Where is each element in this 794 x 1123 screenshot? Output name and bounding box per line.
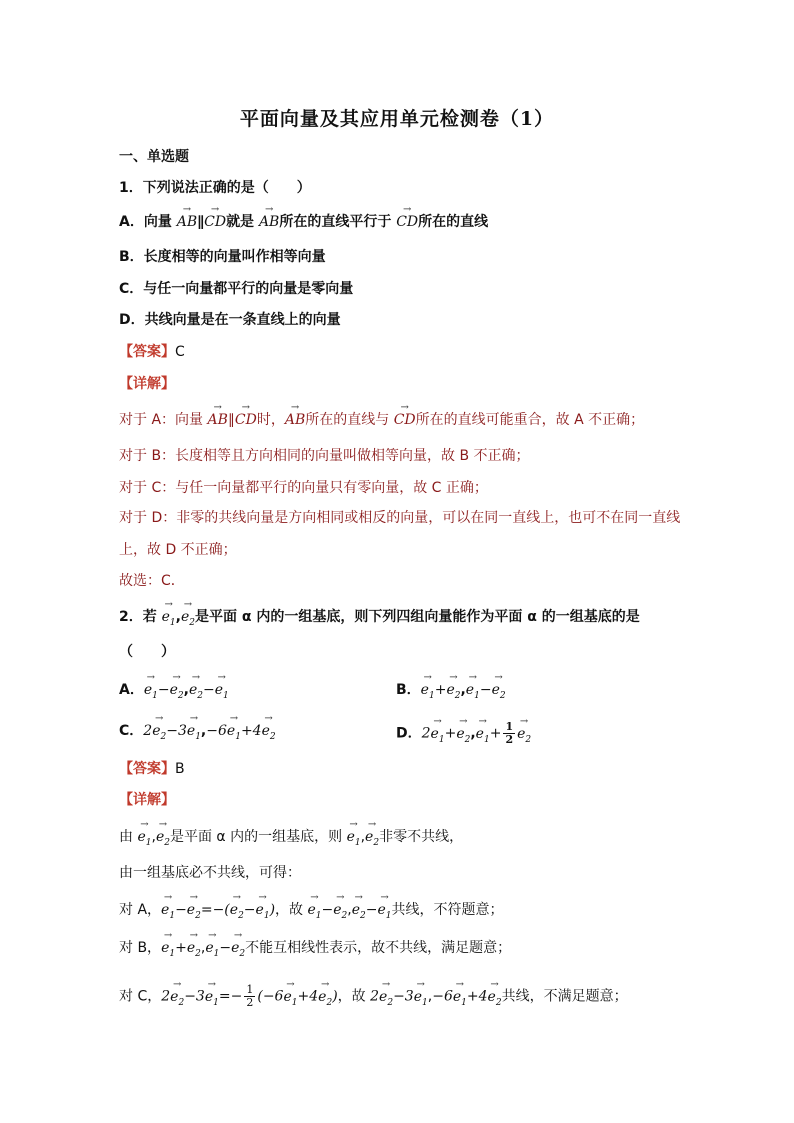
fraction-half: $\frac{1}{2}$ xyxy=(246,983,254,1009)
q2-detail-c: 对 C，$2\to e_2-3\to e_1=-$ $\frac{1}{2}$ $(-6\to e_1+4\to e_2)$，故 $2\to e_2-3\to e_1,-6\to e_1+4\to e_2$共线，不满足题意； xyxy=(119,984,628,1012)
section-heading: 一、单选题 xyxy=(119,149,189,165)
vector-ab: → AB xyxy=(177,212,197,232)
vector-e2: → $e_2$ xyxy=(181,607,195,633)
q2-option-c: C．$2\to e_2-3\to e_1,-6\to e_1+4\to e_2$ xyxy=(119,721,276,747)
q2-detail-tag: 【详解】 xyxy=(119,792,175,808)
vector-cd: → CD xyxy=(204,212,226,232)
fraction-half: $\frac{1}{2}$ xyxy=(505,720,514,746)
q2-option-a: A．→ $e_1-\to e_2,\to e_2-\to e_1$ xyxy=(119,680,229,706)
q1-detail-a: 对于 A：向量 → AB∥→ CD时，→ AB所在的直线与 → CD所在的直线可能重合，故 A 不正确； xyxy=(119,410,644,430)
q2-detail-1: 由 → $e_1,\to e_2$是平面 α 内的一组基底，则 → $e_1,\to e_2$非零不共线， xyxy=(119,827,463,853)
page-title: 平面向量及其应用单元检测卷（1） xyxy=(239,108,555,130)
q2-stem: 2．若 → $e_1,\to e_2$是平面 α 内的一组基底，则下列四组向量能作为平面 α 的一组基底的是 xyxy=(119,607,640,633)
q2-option-b: B．→ $e_1+\to e_2,\to e_1-\to e_2$ xyxy=(396,680,506,706)
q1-detail-tag: 【详解】 xyxy=(119,376,175,392)
q1-option-d: D．共线向量是在一条直线上的向量 xyxy=(119,312,341,328)
answer-tag: 【答案】 xyxy=(119,344,175,360)
q1-detail-c: 对于 C：与任一向量都平行的向量只有零向量，故 C 正确； xyxy=(119,480,488,496)
q1-conclusion: 故选：C． xyxy=(119,573,185,589)
q1-option-c: C．与任一向量都平行的向量是零向量 xyxy=(119,281,354,297)
vector-ab: → AB xyxy=(259,212,279,232)
q1-detail-d: 对于 D：非零的共线向量是方向相同或相反的向量，可以在同一直线上，也可不在同一直线 xyxy=(119,510,681,526)
answer-value: C xyxy=(175,344,185,360)
q1-detail-d-cont: 上，故 D 不正确； xyxy=(119,542,237,558)
q2-answer: 【答案】B xyxy=(119,761,185,777)
vector-cd: → CD xyxy=(396,212,418,232)
q2-detail-2: 由一组基底必不共线，可得： xyxy=(119,865,301,881)
q2-option-d: D．$2\to e_1+\to e_2,\to e_1+$ $\frac{1}{2}$ → $e_2$ xyxy=(396,721,531,749)
q1-option-a: A．向量 → AB∥→ CD就是 → AB所在的直线平行于 → CD所在的直线 xyxy=(119,212,488,232)
q2-detail-b: 对 B，→ $e_1+\to e_2,\to e_1-\to e_2$不能互相线性表示，故不共线，满足题意； xyxy=(119,938,511,964)
q1-answer xyxy=(119,342,185,362)
q1-stem: 1．下列说法正确的是（ ） xyxy=(119,180,311,196)
q1-detail-b: 对于 B：长度相等且方向相同的向量叫做相等向量，故 B 不正确； xyxy=(119,448,530,464)
q2-detail-a: 对 A，→ $e_1-\to e_2=-(\to e_2-\to e_1)$，故 → $e_1-\to e_2,\to e_2-\to e_1$共线，不符题意； xyxy=(119,900,504,926)
vector-e1: → $e_1$ xyxy=(162,607,176,633)
q2-stem-bracket: （ ） xyxy=(119,644,175,660)
q1-option-b: B．长度相等的向量叫作相等向量 xyxy=(119,249,326,265)
